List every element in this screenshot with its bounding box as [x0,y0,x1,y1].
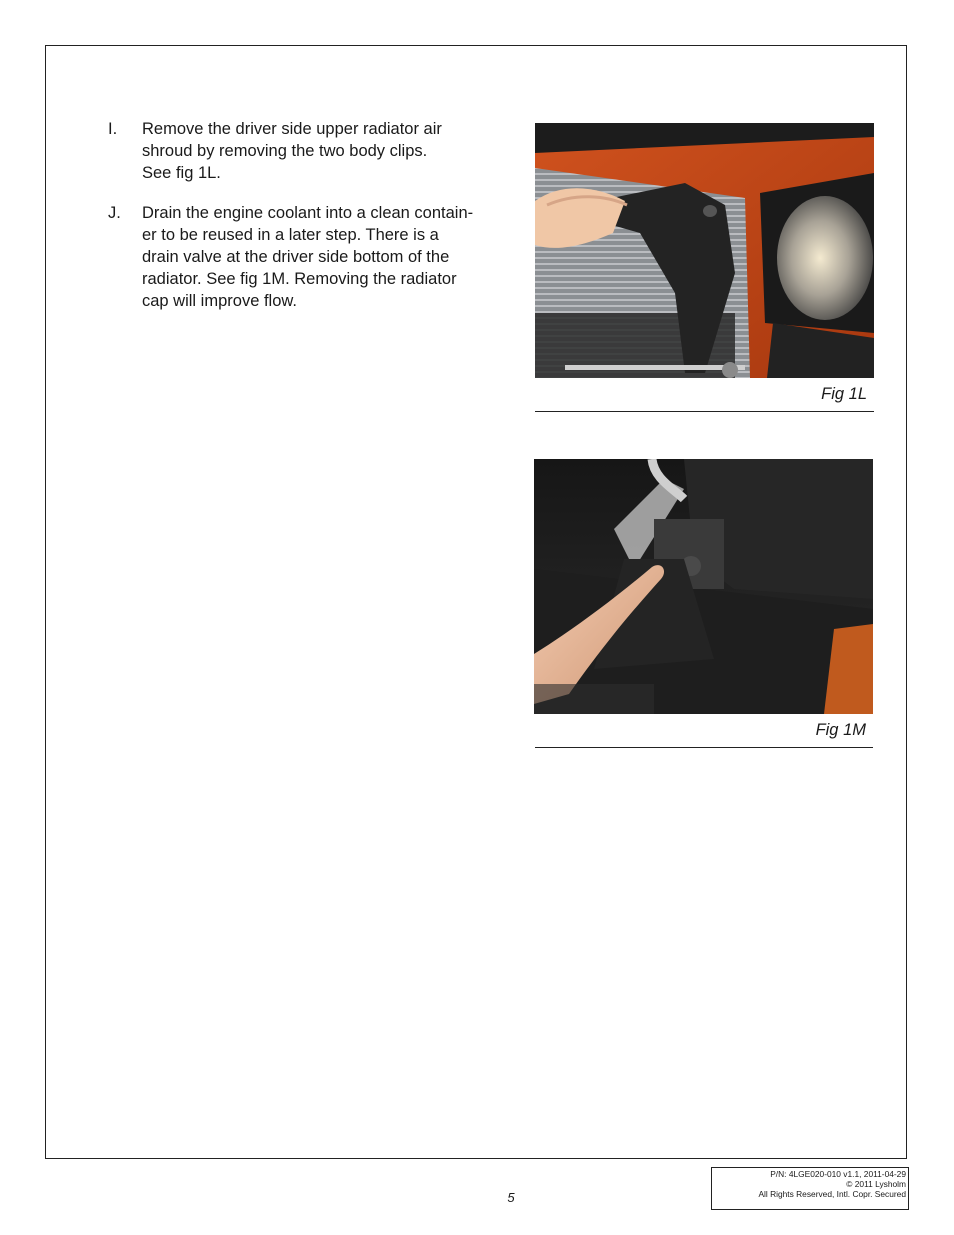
instruction-step-i [108,118,498,184]
step-text: Drain the engine coolant into a clean contain- er to be reused in a later step. There is a drain valve at the driver side bottom of the radiator. See fig 1M. Removing the radiator cap will improve flow. [142,204,474,310]
figure-1m-rule [535,747,873,748]
copyright-notice: © 2011 Lysholm [846,1179,906,1189]
part-number: P/N: 4LGE020-010 v1.1, 2011-04-29 [770,1169,906,1179]
figure-1l-photo [535,123,874,378]
step-letter: J. [108,204,121,222]
rights-notice: All Rights Reserved, Intl. Copr. Secured [758,1189,906,1199]
step-letter: I. [108,120,118,138]
legal-notice-box [711,1167,909,1210]
instruction-step-j [108,202,498,312]
page-number: 5 [507,1190,515,1205]
figure-1l-rule [535,411,874,412]
step-text: Remove the driver side upper radiator air shroud by removing the two body clips. See fig 1L. [142,120,442,182]
figure-1l-caption: Fig 1L [821,385,867,403]
figure-1m-photo [534,459,873,714]
figure-1m-caption: Fig 1M [815,721,866,739]
